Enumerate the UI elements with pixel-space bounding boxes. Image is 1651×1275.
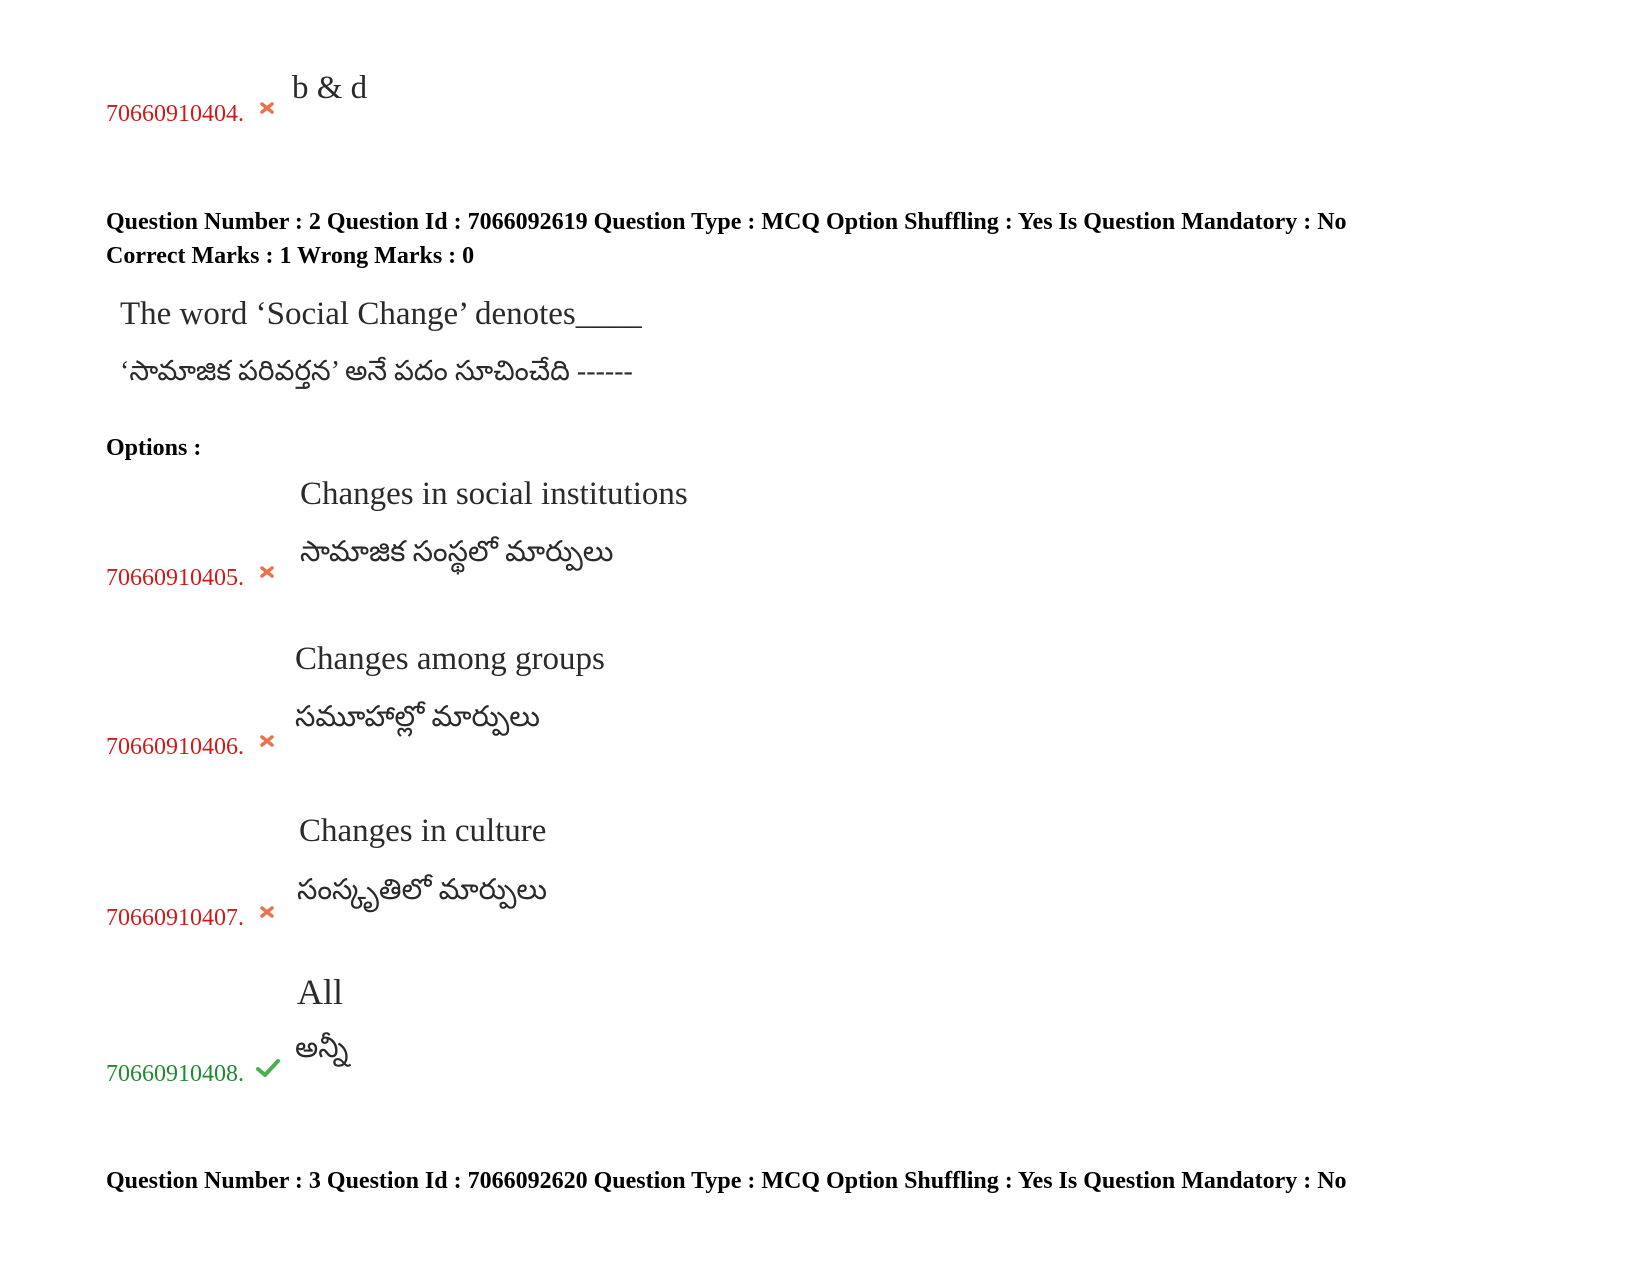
question-marks: Correct Marks : 1 Wrong Marks : 0 [106,243,475,269]
cross-icon [259,904,275,925]
option-id: 70660910407. [106,905,244,931]
cross-icon [259,100,275,121]
question-meta: Question Number : 2 Question Id : 7066092619 Question Type : MCQ Option Shuffling : Yes Is Question Mandatory : No [106,209,1347,235]
question-text-te: ‘సామాజిక పరివర్తన’ అనే పదం సూచించేది ------ [120,356,633,387]
option-text-en: Changes in culture [299,813,547,849]
option-text-en: All [297,972,344,1012]
cross-icon [259,564,275,585]
option-text-te: అన్నీ [295,1032,349,1064]
option-text-te: సమూహాల్లో మార్పులు [295,701,540,733]
options-label: Options : [106,435,202,461]
option-text-en: Changes among groups [295,641,605,677]
option-id: 70660910408. [106,1061,244,1087]
option-text-te: సామాజిక సంస్థలో మార్పులు [300,536,614,568]
option-id: 70660910404. [106,101,244,127]
option-id: 70660910406. [106,734,244,760]
question-meta: Question Number : 3 Question Id : 7066092620 Question Type : MCQ Option Shuffling : Yes Is Question Mandatory : No [106,1168,1347,1194]
check-icon [256,1058,280,1083]
option-text-en: Changes in social institutions [300,476,688,512]
option-text-te: సంస్కృతిలో మార్పులు [297,874,547,906]
question-text-en: The word ‘Social Change’ denotes____ [120,296,642,332]
option-text-en: b & d [292,70,368,106]
cross-icon [259,733,275,754]
option-id: 70660910405. [106,565,244,591]
